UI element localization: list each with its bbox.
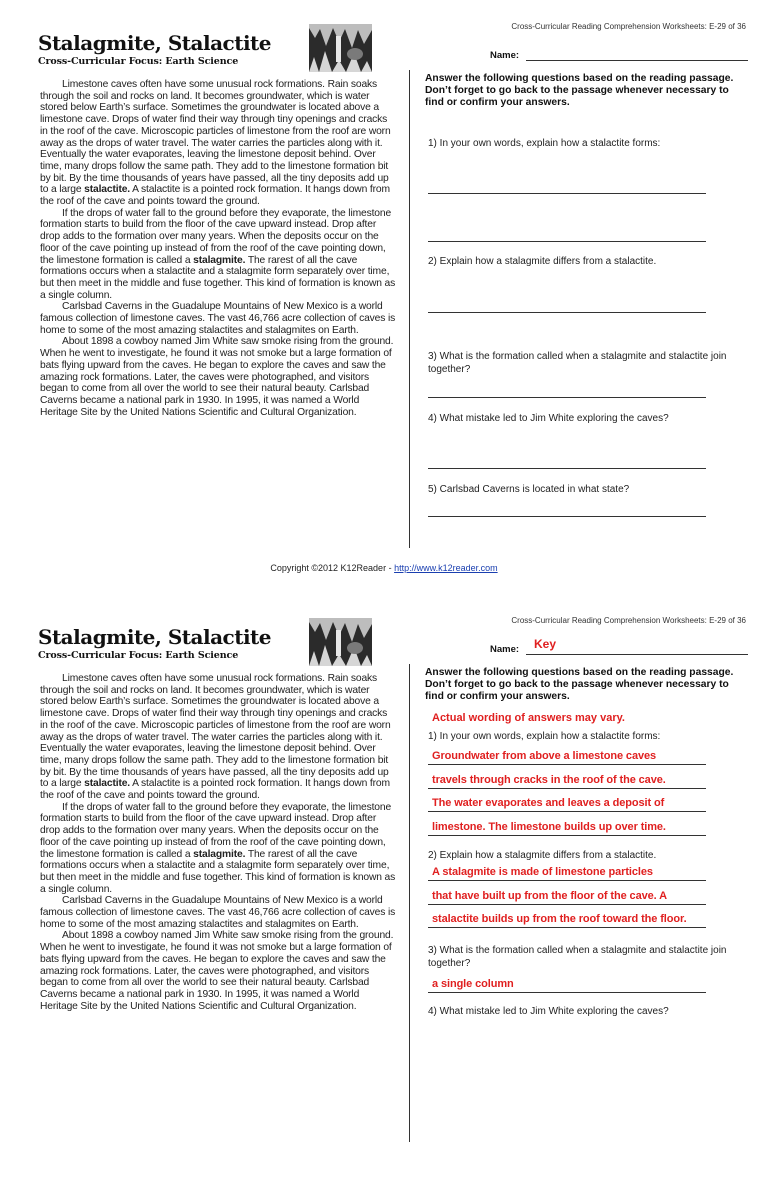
answer-text: The water evaporates and leaves a deposit of [432, 797, 665, 809]
answer-text: limestone. The limestone builds up over time. [432, 821, 666, 833]
passage-paragraph: Limestone caves often have some unusual rock formations. Rain soaks through the soil and rocks on land. It becomes groundwater, which is water stored below Earth’s surface. Sometimes the groundwater is located above a limestone cave. Drops of water find their way through tiny openings and cracks in the roof of the cave. Microscopic particles of limestone from the roof are worn away as the drops of water travel. The water carries the particles along with it. Eventually the water evaporates, leaving the limestone deposit behind. Over time, many drops follow the same path. They add to the limestone formation bit by bit. By the time thousands of years have passed, all the tiny deposits add up to a large stalactite. A stalactite is a pointed rock formation. It hangs down from the roof of the cave and points toward the ground. [40, 79, 391, 208]
answer-line[interactable] [428, 992, 706, 993]
name-label: Name: [490, 50, 520, 61]
question-2: 2) Explain how a stalagmite differs from a stalactite. [428, 850, 657, 861]
k12reader-link[interactable]: http://www.k12reader.com [394, 563, 498, 573]
cave-photo [309, 24, 372, 72]
name-label: Name: [490, 644, 520, 655]
column-divider [409, 664, 410, 1142]
name-field[interactable] [526, 60, 748, 61]
question-4: 4) What mistake led to Jim White exploring the caves? [428, 1006, 669, 1017]
answer-text: A stalagmite is made of limestone particles [432, 866, 653, 878]
passage-paragraph: Limestone caves often have some unusual rock formations. Rain soaks through the soil and rocks on land. It becomes groundwater, which is water stored below Earth’s surface. Sometimes the groundwater is located above a limestone cave. Drops of water find their way through tiny openings and cracks in the roof of the cave. Microscopic particles of limestone from the roof are worn away as the drops of water travel. The water carries the particles along with it. Eventually the water evaporates, leaving the limestone deposit behind. Over time, many drops follow the same path. They add to the limestone formation bit by bit. By the time thousands of years have passed, all the tiny deposits add up to a large stalactite. A stalactite is a pointed rock formation. It hangs down from the roof of the cave and points toward the ground. [40, 673, 391, 802]
answer-line[interactable] [428, 397, 706, 398]
answer-line[interactable] [428, 312, 706, 313]
worksheet-subtitle: Cross-Curricular Focus: Earth Science [38, 650, 239, 661]
passage-paragraph: About 1898 a cowboy named Jim White saw smoke rising from the ground. When he went to investigate, he found it was not smoke but a large formation of bats flying upward from the caves. He began to explore the caves and saw the amazing rock formations. Later, the caves were photographed, and visitors began to come from all over the world to see their natural beauty. Carlsbad Caverns became a national park in 1930. In 1995, it was named a World Heritage Site by the United Nations Scientific and Cultural Organization. [40, 930, 394, 1012]
name-value: Key [534, 637, 557, 651]
instructions: Answer the following questions based on the reading passage. Don’t forget to go back to the passage whenever necessary to find or confirm your answers. [425, 73, 734, 108]
answer-text: a single column [432, 978, 514, 990]
passage-paragraph: If the drops of water fall to the ground before they evaporate, the limestone formation starts to build from the floor of the cave upward instead. Drop after drop adds to the formation over many years. When the deposits occur on the floor of the cave pointing up instead of from the roof of the cave pointing down, the limestone formation is called a stalagmite. The rarest of all the cave formations occurs when a stalactite and a stalagmite form separately over time, but then meet in the middle and fuse together. This kind of formation is known as a single column. [40, 207, 396, 301]
series-label: Cross-Curricular Reading Comprehension Worksheets: E-29 of 36 [511, 22, 746, 31]
answer-line[interactable] [428, 880, 706, 881]
copyright-footer: Copyright ©2012 K12Reader - http://www.k12reader.com [270, 563, 498, 573]
worksheet-subtitle: Cross-Curricular Focus: Earth Science [38, 56, 239, 67]
answer-text: stalactite builds up from the roof toward the floor. [432, 913, 687, 925]
passage-paragraph: If the drops of water fall to the ground before they evaporate, the limestone formation starts to build from the floor of the cave upward instead. Drop after drop adds to the formation over many years. When the deposits occur on the floor of the cave pointing up instead of from the roof of the cave pointing down, the limestone formation is called a stalagmite. The rarest of all the cave formations occurs when a stalactite and a stalagmite form separately over time, but then meet in the middle and fuse together. This kind of formation is known as a single column. [40, 801, 396, 895]
answer-line[interactable] [428, 193, 706, 194]
column-divider [409, 70, 410, 548]
answer-line[interactable] [428, 516, 706, 517]
name-field[interactable] [526, 654, 748, 655]
question-3: 3) What is the formation called when a stalagmite and stalactite join together? [428, 351, 727, 375]
answer-text: travels through cracks in the roof of the cave. [432, 774, 666, 786]
answer-line[interactable] [428, 468, 706, 469]
question-1: 1) In your own words, explain how a stalactite forms: [428, 138, 661, 149]
answer-note: Actual wording of answers may vary. [432, 712, 625, 724]
answer-line[interactable] [428, 904, 706, 905]
answer-line[interactable] [428, 241, 706, 242]
question-4: 4) What mistake led to Jim White exploring the caves? [428, 413, 669, 424]
answer-line[interactable] [428, 811, 706, 812]
answer-line[interactable] [428, 927, 706, 928]
reading-passage [40, 673, 396, 1012]
reading-passage [40, 79, 396, 418]
answer-text: Groundwater from above a limestone caves [432, 750, 657, 762]
answer-line[interactable] [428, 764, 706, 765]
answer-line[interactable] [428, 835, 706, 836]
answer-key-page [0, 594, 768, 1188]
cave-photo [309, 618, 372, 666]
question-5: 5) Carlsbad Caverns is located in what state? [428, 484, 630, 495]
question-1: 1) In your own words, explain how a stalactite forms: [428, 731, 661, 742]
answer-text: that have built up from the floor of the cave. A [432, 890, 667, 902]
answer-line[interactable] [428, 788, 706, 789]
passage-paragraph: Carlsbad Caverns in the Guadalupe Mountains of New Mexico is a world famous collection of limestone caves. The vast 46,766 acre collection of caves is home to some of the most amazing stalactites and stalagmites on Earth. [40, 301, 396, 336]
passage-paragraph: About 1898 a cowboy named Jim White saw smoke rising from the ground. When he went to investigate, he found it was not smoke but a large formation of bats flying upward from the caves. He began to explore the caves and saw the amazing rock formations. Later, the caves were photographed, and visitors began to come from all over the world to see their natural beauty. Carlsbad Caverns became a national park in 1930. In 1995, it was named a World Heritage Site by the United Nations Scientific and Cultural Organization. [40, 336, 394, 418]
question-2: 2) Explain how a stalagmite differs from a stalactite. [428, 256, 657, 267]
question-3: 3) What is the formation called when a stalagmite and stalactite join together? [428, 945, 727, 969]
worksheet-title: Stalagmite, Stalactite [38, 625, 272, 649]
series-label: Cross-Curricular Reading Comprehension Worksheets: E-29 of 36 [511, 616, 746, 625]
instructions: Answer the following questions based on the reading passage. Don’t forget to go back to the passage whenever necessary to find or confirm your answers. [425, 667, 734, 702]
passage-paragraph: Carlsbad Caverns in the Guadalupe Mountains of New Mexico is a world famous collection of limestone caves. The vast 46,766 acre collection of caves is home to some of the most amazing stalactites and stalagmites on Earth. [40, 895, 396, 930]
worksheet-title: Stalagmite, Stalactite [38, 31, 272, 55]
